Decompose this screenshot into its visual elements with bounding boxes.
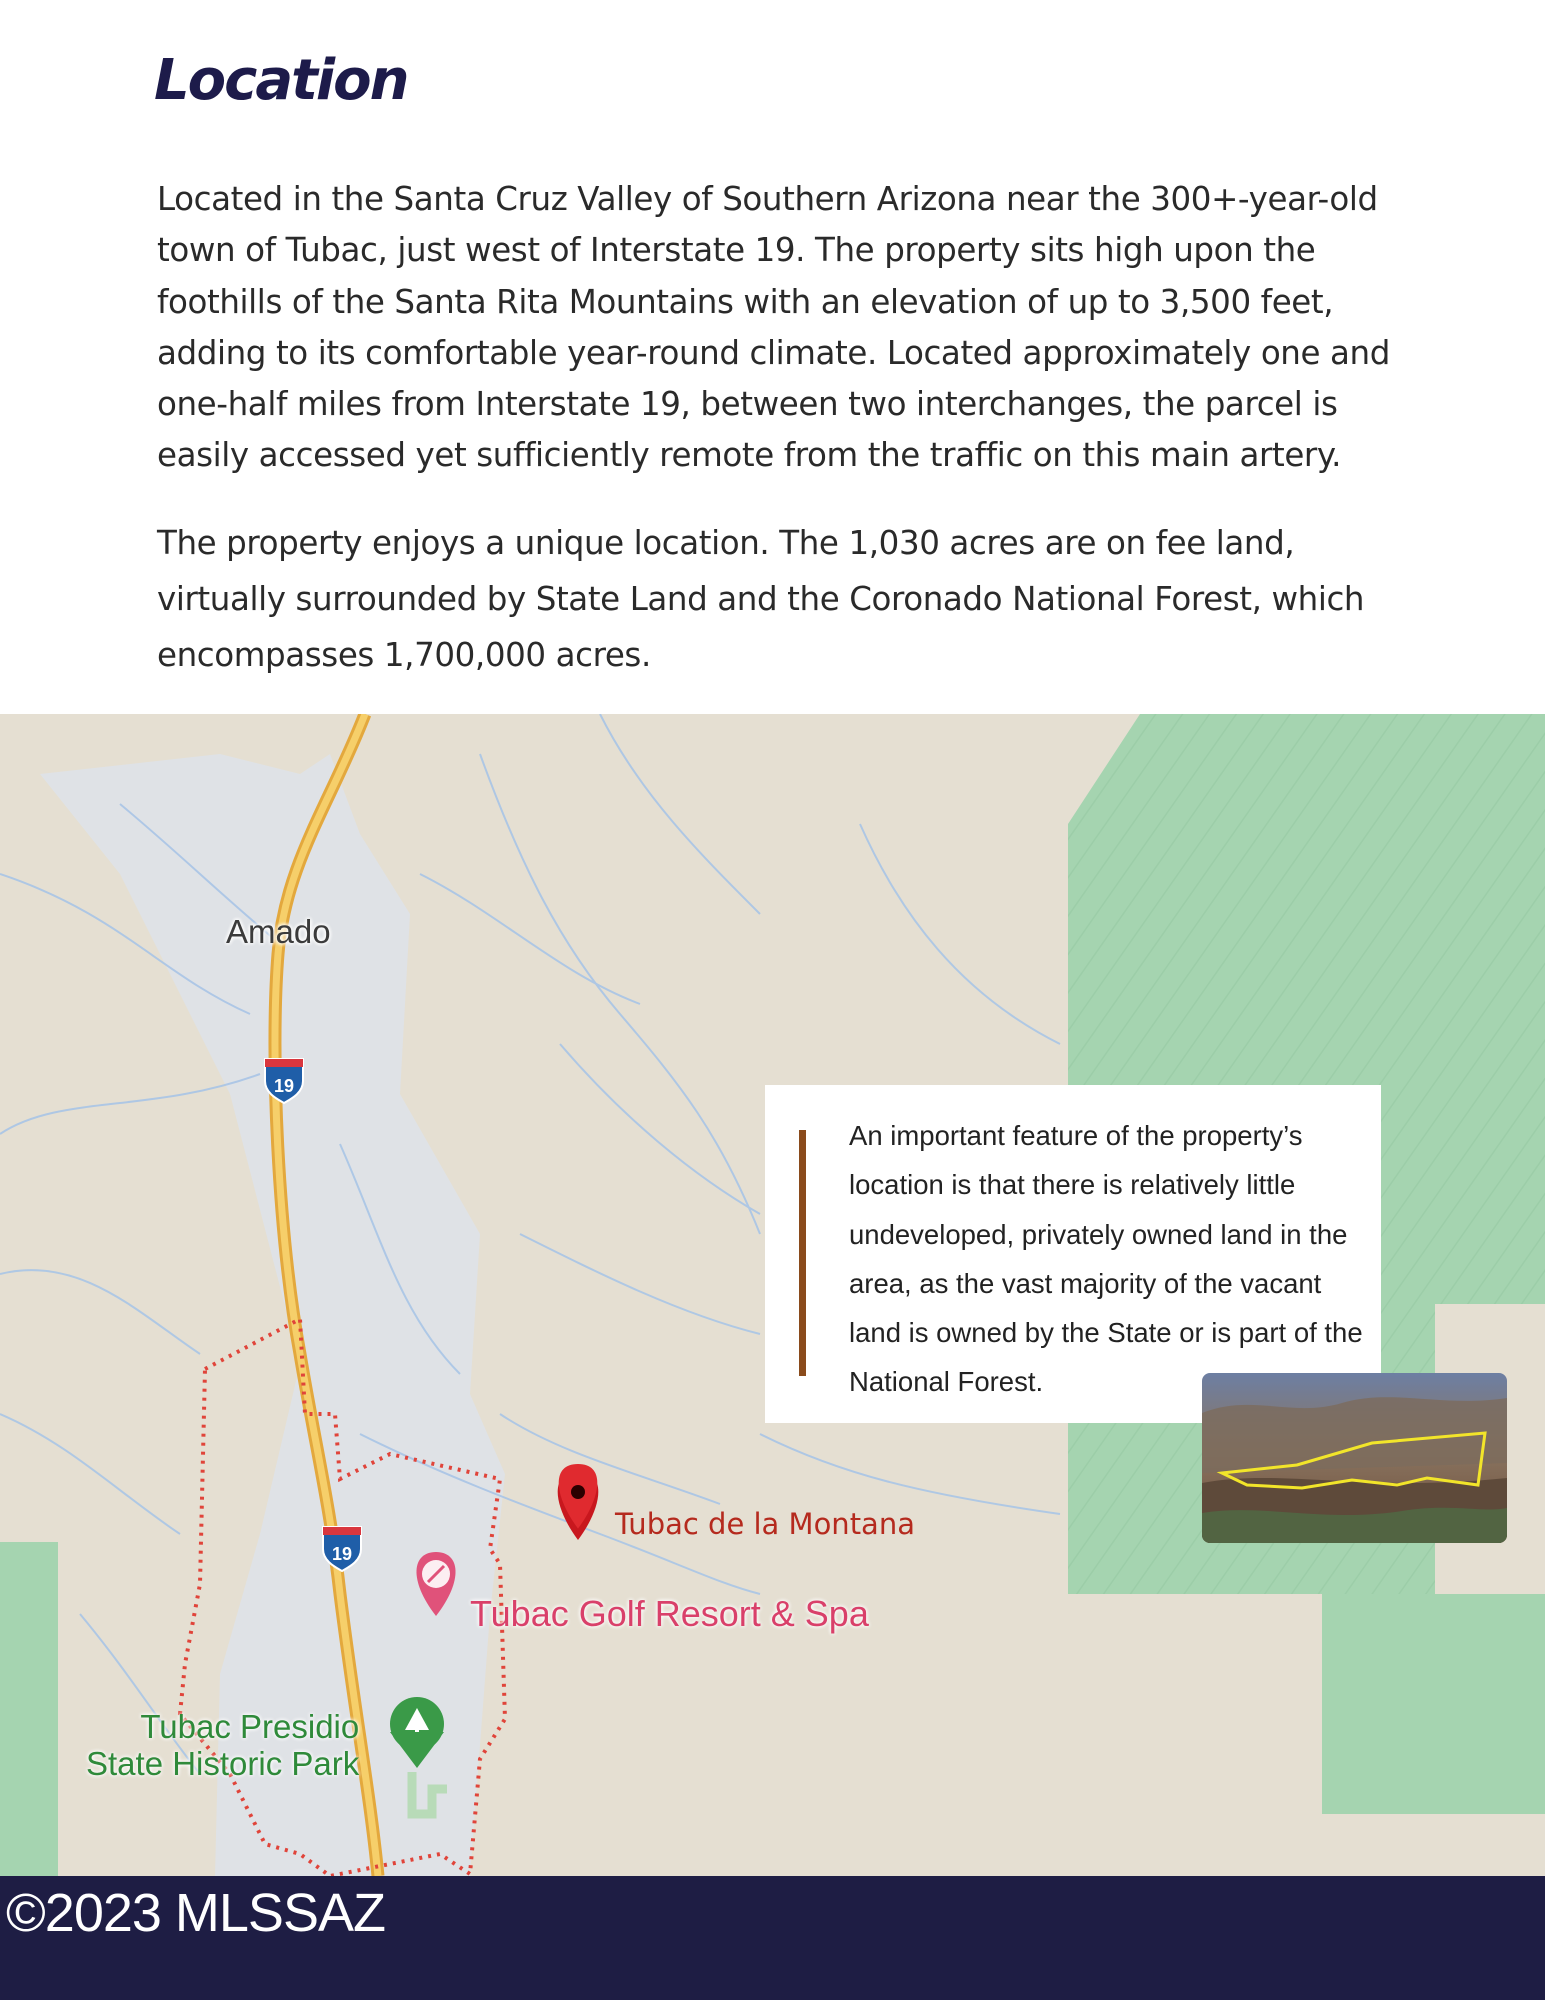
forest-area-west (0, 1542, 58, 1876)
park-label-line2: State Historic Park (86, 1745, 360, 1782)
park-label-line1: Tubac Presidio (140, 1708, 360, 1745)
page-title: Location (154, 48, 408, 113)
aerial-photo (1202, 1373, 1507, 1543)
property-label[interactable]: Tubac de la Montana (615, 1507, 915, 1541)
forest-area-southeast (1322, 1594, 1545, 1814)
intro-paragraph: Located in the Santa Cruz Valley of Southern Arizona near the 300+-year-old town of Tubac, just west of Interstate 19. The property sits high upon the foothills of the Santa Rita Mountains with an elevation of up to 3,500 feet, adding to its comfortable year-round climate. Located approximately one and one-half miles from Interstate 19, between two interchanges, the parcel is easily accessed yet sufficiently remote from the traffic on this main artery. (157, 180, 1390, 475)
aerial-photo-thumbnail[interactable] (1202, 1373, 1507, 1543)
resort-label[interactable]: Tubac Golf Resort & Spa (470, 1593, 869, 1634)
town-label-amado: Amado (226, 913, 331, 950)
callout-accent-bar (799, 1130, 806, 1376)
copyright-text: ©2023 MLSSAZ (6, 1883, 385, 1943)
footer-bar (0, 1876, 1545, 2000)
location-paragraph: The property enjoys a unique location. The 1,030 acres are on fee land, virtually surrounded by State Land and the Coronado National Forest, which encompasses 1,700,000 acres. (157, 524, 1365, 674)
svg-text:19: 19 (331, 1544, 353, 1564)
callout-text: An important feature of the property’s location is that there is relatively little undeveloped, privately owned land in the area, as the vast majority of the vacant land is owned by the State or is part of the National Forest. (849, 1120, 1363, 1398)
svg-text:19: 19 (273, 1076, 295, 1096)
park-label[interactable] (86, 1708, 359, 1782)
